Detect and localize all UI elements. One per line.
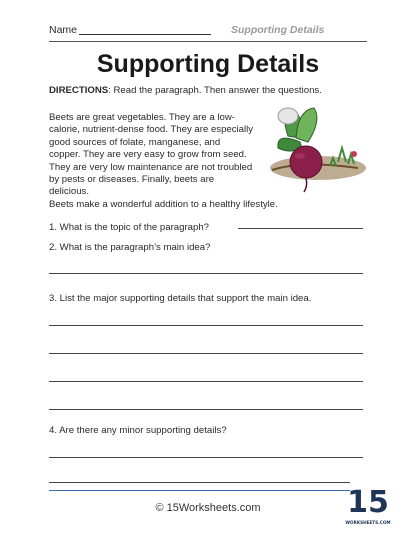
paragraph-line: Beets are great vegetables. They are a low- — [49, 112, 235, 123]
header-bar — [49, 24, 367, 40]
name-field[interactable] — [79, 34, 211, 35]
answer-line-q3[interactable] — [49, 409, 363, 410]
answer-line-q2[interactable] — [49, 273, 363, 274]
logo-text: WORKSHEETS.COM — [345, 520, 391, 525]
paragraph-line: Beets make a wonderful addition to a healthy lifestyle. — [49, 198, 278, 210]
name-label: Name — [49, 24, 78, 36]
question-2: 2. What is the paragraph’s main idea? — [49, 242, 211, 253]
question-3: 3. List the major supporting details that support the main idea. — [49, 293, 312, 304]
answer-line-q3[interactable] — [49, 381, 363, 382]
answer-line-q4[interactable] — [49, 482, 363, 483]
paragraph-line: They are very low maintenance are not troubled — [49, 161, 253, 173]
15worksheets-logo-icon — [345, 480, 391, 528]
question-1: 1. What is the topic of the paragraph? — [49, 222, 209, 233]
directions-text: : Read the paragraph. Then answer the questions. — [108, 85, 322, 96]
page-title: Supporting Details — [96, 50, 320, 78]
directions-label: DIRECTIONS — [49, 85, 109, 96]
directions — [49, 85, 369, 96]
header-worksheet-title: Supporting Details — [231, 24, 325, 36]
answer-line-q3[interactable] — [49, 325, 363, 326]
answer-line-q4[interactable] — [49, 457, 363, 458]
answer-line-q3[interactable] — [49, 353, 363, 354]
beet-illustration-icon — [258, 106, 370, 192]
paragraph-line: calorie, nutrient-dense food. They are especially — [49, 124, 254, 136]
footer-copyright[interactable]: © 15Worksheets.com — [155, 502, 261, 514]
paragraph-line: by pests or diseases. Finally, beets are delicious. — [49, 174, 215, 198]
answer-line-q1[interactable] — [238, 228, 363, 229]
header-divider — [49, 41, 367, 42]
reading-paragraph — [49, 112, 278, 211]
logo-number: 15 — [347, 485, 389, 520]
paragraph-line: copper. They are very easy to grow from seed. — [49, 149, 247, 161]
question-4: 4. Are there any minor supporting details? — [49, 425, 227, 436]
paragraph-line: good sources of folate, manganese, and — [49, 136, 221, 148]
footer-divider — [49, 490, 367, 491]
